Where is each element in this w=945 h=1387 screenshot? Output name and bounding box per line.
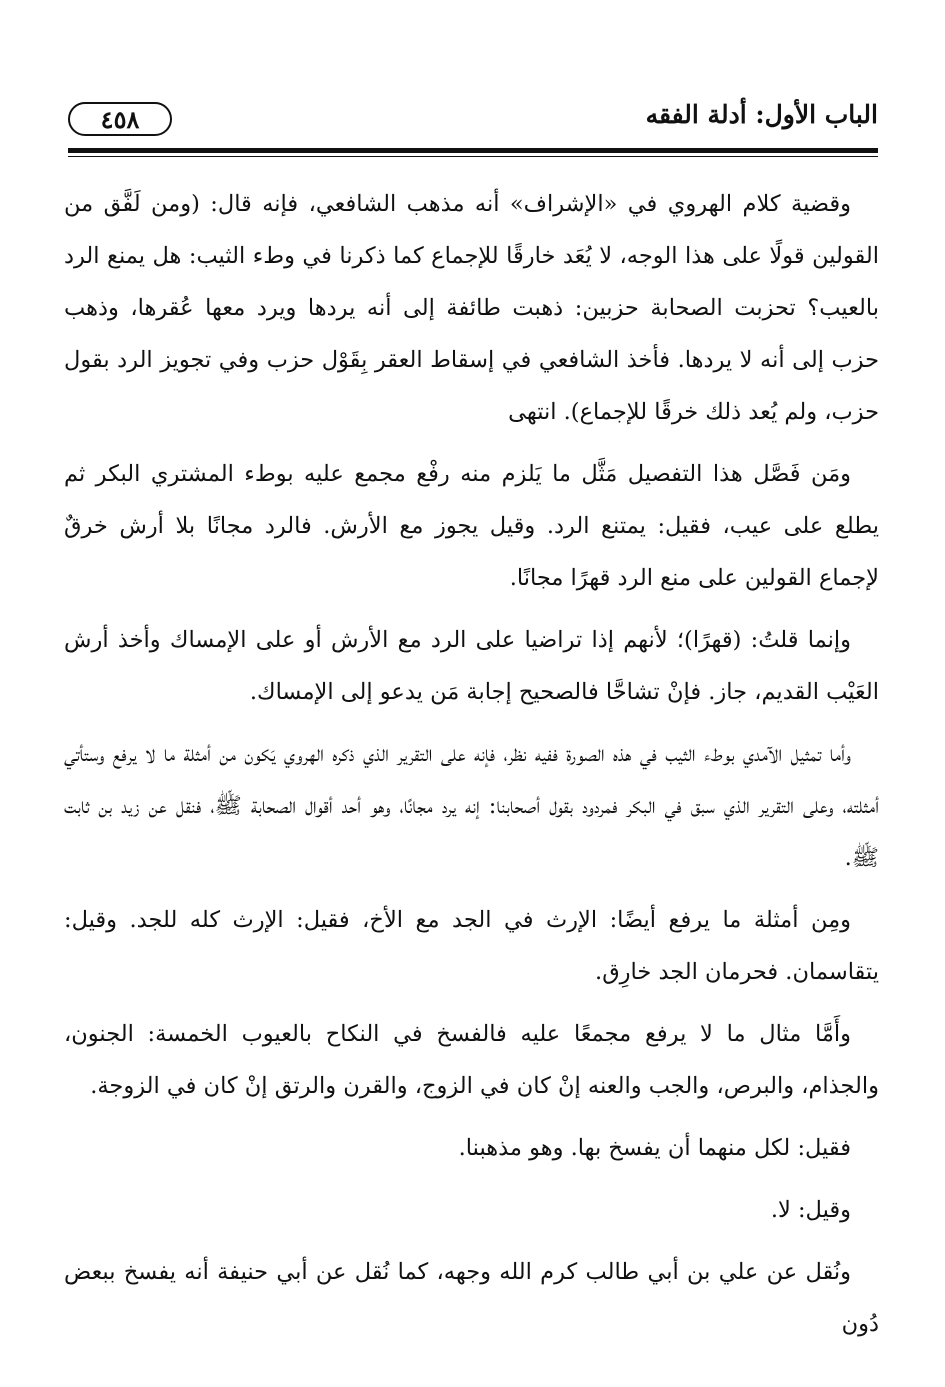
paragraph: وأَمَّا مثال ما لا يرفع مجمعًا عليه فالفسخ في النكاح بالعيوب الخمسة: الجنون، والجذام، والبرص، والجب والعنه إنْ كان في الزوج، والقرن والرتق إنْ كان في الزوجة. [64, 1021, 879, 1099]
header-rule-thick [68, 148, 878, 153]
paragraph: ومَن فَصَّل هذا التفصيل مَثَّل ما يَلزم منه رفْع مجمع عليه بوطء المشتري البكر ثم يطلع على عيب، فقيل: يمتنع الرد. وقيل يجوز مع الأرش. فالرد مجانًا بلا أرش خرقٌ لإجماع القولين على منع الرد قهرًا مجانًا. [64, 461, 879, 591]
paragraph: وقضية كلام الهروي في «الإشراف» أنه مذهب الشافعي، فإنه قال: (ومن لَفَّق من القولين قولًا على هذا الوجه، لا يُعَد خارقًا للإجماع كما ذكرنا في وطء الثيب: هل يمنع الرد بالعيب؟ تحزبت الصحابة حزبين: ذهبت طائفة إلى أنه يردها ويرد معها عُقرها، وذهب حزب إلى أنه لا يردها. فأخذ الشافعي في إسقاط العقر بِقَوْل حزب وفي تجويز الرد بقول حزب، ولم يُعد ذلك خرقًا للإجماع). انتهى [64, 191, 879, 425]
running-title: الباب الأول: أدلة الفقه [645, 100, 878, 129]
paragraph: ومِن أمثلة ما يرفع أيضًا: الإرث في الجد مع الأخ، فقيل: الإرث كله للجد. وقيل: يتقاسمان. فحرمان الجد خارِق. [64, 907, 879, 985]
paragraph: وإنما قلتُ: (قهرًا)؛ لأنهم إذا تراضيا على الرد مع الأرش أو على الإمساك وأخذ أرش العَيْب القديم، جاز. فإنْ تشاحَّا فالصحيح إجابة مَن يدعو إلى الإمساك. [64, 627, 879, 705]
paragraph: وقيل: لا. [770, 1197, 851, 1223]
paragraph: ونُقل عن علي بن أبي طالب كرم الله وجهه، كما نُقل عن أبي حنيفة أنه يفسخ ببعض دُون [64, 1259, 879, 1337]
paragraph: وأما تمثيل الآمدي بوطء الثيب في هذه الصورة ففيه نظر، فإنه على التقرير الذي ذكره الهروي يَكون من أمثلة ما لا يرفع وستأتي أمثلته، وعلى التقرير الذي سبق في البكر فمردود بقول أصحابنا: إنه يرد مجانًا، وهو أحد أقوال الصحابة ﷺ، فنقل عن زيد بن ثابت ﷺ. [64, 741, 879, 871]
page-header [68, 94, 878, 146]
paragraph: فقيل: لكل منهما أن يفسخ بها. وهو مذهبنا. [458, 1135, 851, 1161]
header-rule-thin [68, 156, 878, 157]
page-number: ٤٥٨ [68, 102, 172, 136]
page-body [64, 178, 879, 1360]
